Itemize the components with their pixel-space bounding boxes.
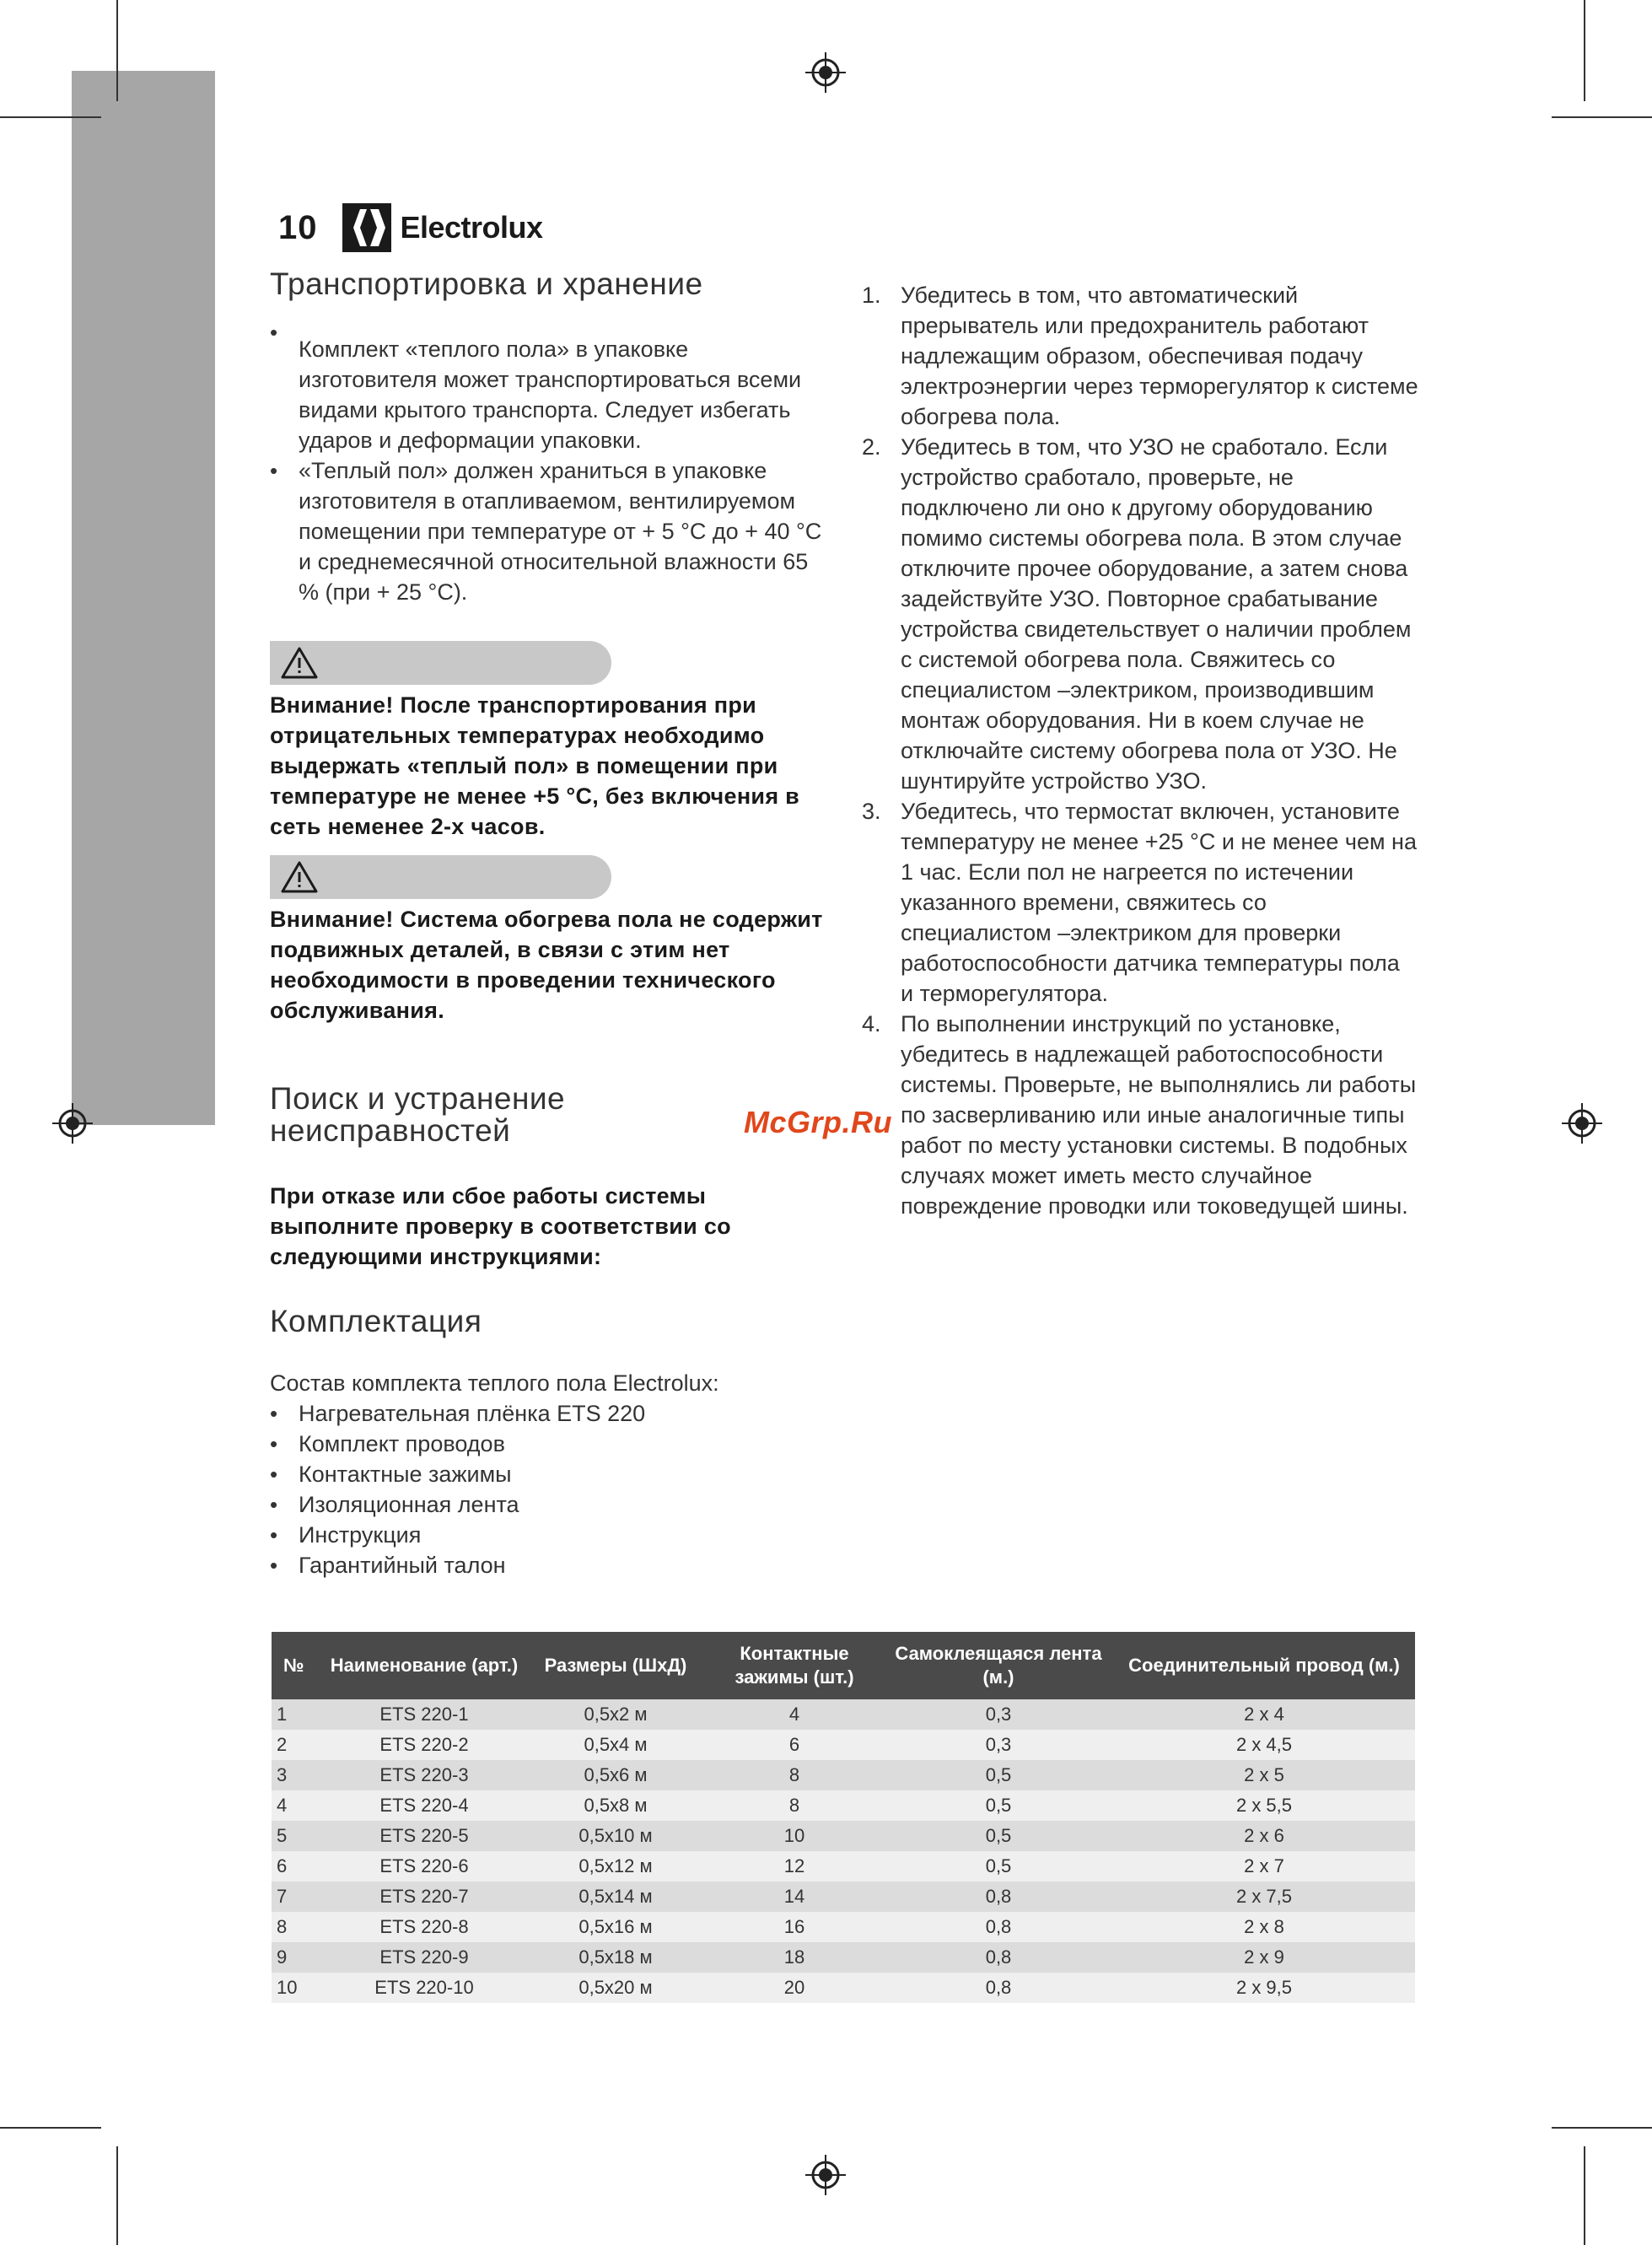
- registration-mark-icon: [805, 52, 846, 93]
- table-cell: 0,5х20 м: [526, 1973, 705, 2003]
- table-cell: 2 х 7: [1113, 1851, 1415, 1882]
- column-header: Контактные зажимы (шт.): [705, 1632, 884, 1699]
- table-cell: 0,5х14 м: [526, 1882, 705, 1912]
- right-column: [862, 280, 1418, 1221]
- table-cell: 0,8: [884, 1912, 1113, 1942]
- warning-icon: [280, 860, 319, 894]
- list-item: [862, 280, 1418, 432]
- table-cell: ETS 220-10: [322, 1973, 526, 2003]
- table-cell: 2 х 5,5: [1113, 1790, 1415, 1821]
- table-cell: 18: [705, 1942, 884, 1973]
- table-cell: 2: [272, 1730, 322, 1760]
- table-row: [272, 1821, 1415, 1851]
- crop-mark: [1584, 2146, 1585, 2245]
- crop-mark: [1552, 116, 1652, 118]
- step-number: 1.: [862, 283, 881, 308]
- crop-mark: [0, 116, 101, 118]
- table-cell: 2 х 9: [1113, 1942, 1415, 1973]
- step-text: Убедитесь, что термостат включен, установите температуру не менее +25 °С и не менее чем на 1 час. Если пол не нагреется по истечении указанного времени, свяжитесь со специалистом –электриком для проверки работоспособности датчика температуры пола и терморегулятора.: [901, 799, 1417, 1006]
- table-cell: ETS 220-2: [322, 1730, 526, 1760]
- left-column: [270, 268, 826, 1580]
- step-text: Убедитесь в том, что УЗО не сработало. Если устройство сработало, проверьте, не подключено ли оно к другому оборудованию помимо системы обогрева пола. В этом случае отключите прочее оборудование, а затем снова задействуйте УЗО. Повторное срабатывание устройства свидетельствует о наличии проблем с системой обогрева пола. Свяжитесь со специалистом –электриком, производившим монтаж оборудования. Ни в коем случае не отключайте систему обогрева пола от УЗО. Не шунтируйте устройство УЗО.: [901, 434, 1412, 794]
- table-cell: 0,5: [884, 1821, 1113, 1851]
- table-cell: 0,5х12 м: [526, 1851, 705, 1882]
- table-cell: 2 х 7,5: [1113, 1882, 1415, 1912]
- kit-intro: Состав комплекта теплого пола Electrolux:: [270, 1370, 719, 1396]
- crop-mark: [116, 2146, 118, 2245]
- electrolux-logo-icon: [342, 202, 392, 253]
- table-cell: 9: [272, 1942, 322, 1973]
- list-item: • «Теплый пол» должен храниться в упаковке изготовителя в отапливаемом, вентилируемом помещении при температуре от + 5 °С до + 40 °С и среднемесячной относительной влажности 65 % (при + 25 °С).: [270, 455, 826, 607]
- list-item: • Комплект проводов: [270, 1429, 826, 1459]
- product-table: [272, 1632, 1415, 2003]
- registration-mark-icon: [805, 2155, 846, 2195]
- table-cell: 0,5: [884, 1760, 1113, 1790]
- table-cell: 1: [272, 1699, 322, 1730]
- step-text: Убедитесь в том, что автоматический прерыватель или предохранитель работают надлежащим образом, обеспечивая подачу электроэнергии через терморегулятор к системе обогрева пола.: [901, 283, 1418, 429]
- column-header: Размеры (ШхД): [526, 1632, 705, 1699]
- table-cell: ETS 220-7: [322, 1882, 526, 1912]
- table-cell: 0,5х4 м: [526, 1730, 705, 1760]
- brand-name: Electrolux: [400, 210, 543, 245]
- table-cell: 8: [272, 1912, 322, 1942]
- table-cell: 0,8: [884, 1973, 1113, 2003]
- warning-banner: [270, 855, 611, 899]
- list-item: [862, 796, 1418, 1009]
- crop-mark: [0, 2127, 101, 2129]
- table-cell: 2 х 5: [1113, 1760, 1415, 1790]
- page-header: [278, 202, 543, 253]
- table-cell: ETS 220-8: [322, 1912, 526, 1942]
- list-item: • Контактные зажимы: [270, 1459, 826, 1489]
- table-cell: 8: [705, 1760, 884, 1790]
- table-cell: ETS 220-9: [322, 1942, 526, 1973]
- table-cell: 7: [272, 1882, 322, 1912]
- table-cell: 0,8: [884, 1942, 1113, 1973]
- list-item: • Нагревательная плёнка ETS 220: [270, 1398, 826, 1429]
- table-cell: 16: [705, 1912, 884, 1942]
- table-cell: 10: [705, 1821, 884, 1851]
- table-cell: 2 х 8: [1113, 1912, 1415, 1942]
- table-row: [272, 1973, 1415, 2003]
- section-title-troubleshooting: Поиск и устранение неисправностей: [270, 1081, 566, 1148]
- table-cell: ETS 220-5: [322, 1821, 526, 1851]
- table-cell: 0,5х18 м: [526, 1942, 705, 1973]
- warning-icon: [280, 646, 319, 680]
- table-cell: 6: [272, 1851, 322, 1882]
- table-cell: 0,5х6 м: [526, 1760, 705, 1790]
- table-row: [272, 1730, 1415, 1760]
- section-title-transport: Транспортировка и хранение: [270, 266, 703, 301]
- list-item: • Гарантийный талон: [270, 1550, 826, 1580]
- table-cell: 6: [705, 1730, 884, 1760]
- column-header: Наименование (арт.): [322, 1632, 526, 1699]
- table-row: [272, 1760, 1415, 1790]
- transport-bullets: [270, 334, 826, 607]
- table-cell: ETS 220-3: [322, 1760, 526, 1790]
- table-cell: 0,5: [884, 1790, 1113, 1821]
- troubleshooting-steps: [862, 280, 1418, 1221]
- crop-mark: [1552, 2127, 1652, 2129]
- list-item: • Изоляционная лента: [270, 1489, 826, 1520]
- table-row: [272, 1851, 1415, 1882]
- table-header-row: [272, 1632, 1415, 1699]
- table-cell: ETS 220-1: [322, 1699, 526, 1730]
- section-title-kit: Комплектация: [270, 1304, 482, 1338]
- table-cell: 4: [272, 1790, 322, 1821]
- warning-text: Внимание! Система обогрева пола не содержит подвижных деталей, в связи с этим нет необходимости в проведении технического обслуживания.: [270, 907, 823, 1023]
- table-cell: 2 х 9,5: [1113, 1973, 1415, 2003]
- table-cell: 0,5х10 м: [526, 1821, 705, 1851]
- table-cell: 0,3: [884, 1699, 1113, 1730]
- step-number: 2.: [862, 434, 881, 460]
- table-cell: 20: [705, 1973, 884, 2003]
- table-cell: 0,8: [884, 1882, 1113, 1912]
- table-cell: 8: [705, 1790, 884, 1821]
- table-cell: 2 х 6: [1113, 1821, 1415, 1851]
- list-item: [862, 1009, 1418, 1221]
- table-cell: 4: [705, 1699, 884, 1730]
- list-item: • Инструкция: [270, 1520, 826, 1550]
- column-header: Самоклеящаяся лента (м.): [884, 1632, 1113, 1699]
- warning-text: Внимание! После транспортирования при отрицательных температурах необходимо выдержать «теплый пол» в помещении при температуре не менее +5 °С, без включения в сеть неменее 2-х часов.: [270, 692, 800, 839]
- column-header: №: [272, 1632, 322, 1699]
- step-text: По выполнении инструкций по установке, убедитесь в надлежащей работоспособности системы. Проверьте, не выполнялись ли работы по засверливанию или иные аналогичные типы работ по месту установки системы. В подобных случаях может иметь место случайное повреждение проводки или токоведущей шины.: [901, 1011, 1417, 1219]
- side-color-band: [72, 71, 215, 1125]
- table-cell: 10: [272, 1973, 322, 2003]
- table-cell: ETS 220-6: [322, 1851, 526, 1882]
- registration-mark-icon: [1562, 1103, 1602, 1144]
- step-number: 3.: [862, 799, 881, 824]
- table-cell: 12: [705, 1851, 884, 1882]
- page-number: 10: [278, 208, 318, 246]
- table-row: [272, 1942, 1415, 1973]
- table-body: [272, 1699, 1415, 2003]
- table-row: [272, 1912, 1415, 1942]
- table-cell: 0,5х8 м: [526, 1790, 705, 1821]
- table-cell: 0,5х16 м: [526, 1912, 705, 1942]
- table-cell: 3: [272, 1760, 322, 1790]
- list-item: • Комплект «теплого пола» в упаковке изготовителя может транспортироваться всеми видами крытого транспорта. Следует избегать ударов и деформации упаковки.: [270, 334, 826, 455]
- list-item: [862, 432, 1418, 796]
- table-row: [272, 1699, 1415, 1730]
- troubleshooting-intro: При отказе или сбое работы системы выполните проверку в соответствии со следующими инструкциями:: [270, 1183, 731, 1269]
- crop-mark: [1584, 0, 1585, 101]
- registration-mark-icon: [52, 1103, 93, 1144]
- table-cell: 14: [705, 1882, 884, 1912]
- table-cell: 5: [272, 1821, 322, 1851]
- table-cell: 0,5: [884, 1851, 1113, 1882]
- table-cell: 0,5х2 м: [526, 1699, 705, 1730]
- step-number: 4.: [862, 1011, 881, 1036]
- table-row: [272, 1790, 1415, 1821]
- table-cell: ETS 220-4: [322, 1790, 526, 1821]
- table-cell: 2 х 4,5: [1113, 1730, 1415, 1760]
- watermark: McGrp.Ru: [744, 1105, 893, 1139]
- table-cell: 2 х 4: [1113, 1699, 1415, 1730]
- column-header: Соединительный провод (м.): [1113, 1632, 1415, 1699]
- table-cell: 0,3: [884, 1730, 1113, 1760]
- table-row: [272, 1882, 1415, 1912]
- crop-mark: [116, 0, 118, 101]
- kit-list: [270, 1398, 826, 1580]
- warning-banner: [270, 641, 611, 685]
